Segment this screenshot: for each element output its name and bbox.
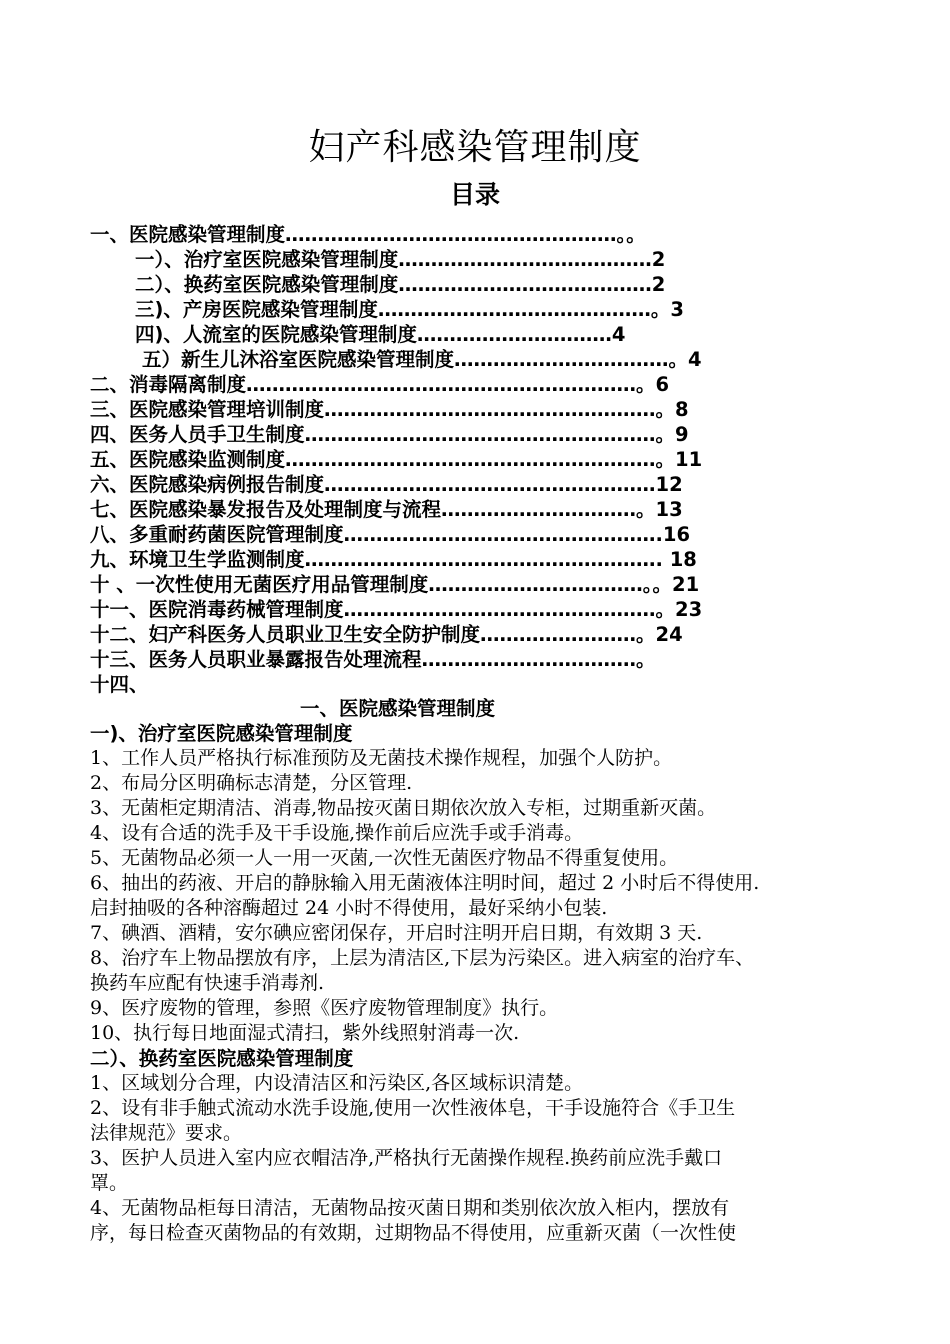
paragraph-line: 3、医护人员进入室内应衣帽洁净,严格执行无菌操作规程.换药前应洗手戴口 [90,1147,723,1169]
paragraph [90,1196,880,1246]
toc-entry: 十一、医院消毒药械管理制度…………………………………………。23 [90,598,703,621]
table-of-contents [90,222,890,697]
paragraph-line: 换药车应配有快速手消毒剂. [90,972,325,994]
paragraph [90,821,880,846]
toc-entry: 二）、换药室医院感染管理制度…………………………………2 [135,273,666,296]
paragraph-line: 2、布局分区明确标志清楚，分区管理. [90,772,413,794]
toc-entry: 四)、人流室的医院感染管理制度…………………………4 [135,323,626,346]
paragraph-line: 9、医疗废物的管理，参照《医疗废物管理制度》执行。 [90,997,559,1019]
document-body [90,696,880,1246]
toc-entry: 二、消毒隔离制度……………………………………………………。6 [90,373,670,396]
toc-entry: 九、环境卫生学监测制度………………………………………………. 18 [90,548,697,571]
toc-entry: 四、医务人员手卫生制度………………………………………………。9 [90,423,689,446]
toc-entry: 五）新生儿沐浴室医院感染管理制度……………………………。4 [142,348,702,371]
paragraph-line: 罩。 [90,1172,129,1194]
toc-entry: 十四、 [90,673,149,696]
paragraph [90,946,880,996]
toc-entry: 十二、妇产科医务人员职业卫生安全防护制度……………………。24 [90,623,683,646]
paragraph-line: 10、执行每日地面湿式清扫，紫外线照射消毒一次. [90,1022,520,1044]
toc-heading: 目录 [449,180,500,209]
toc-entry: 六、医院感染病例报告制度……………………………………………12 [90,473,683,496]
subsections [90,721,880,1246]
paragraph-line: 4、设有合适的洗手及干手设施,操作前后应洗手或手消毒。 [90,822,584,844]
paragraph-line: 6、抽出的药液、开启的静脉输入用无菌液体注明时间，超过 2 小时后不得使用. [90,872,760,894]
toc-entry: 十三、医务人员职业暴露报告处理流程……………………………。 [90,648,656,671]
paragraph-line: 1、工作人员严格执行标准预防及无菌技术操作规程，加强个人防护。 [90,747,673,769]
paragraph-line: 2、设有非手触式流动水洗手设施,使用一次性液体皂，干手设施符合《手卫生 [90,1097,736,1119]
document-title: 妇产科感染管理制度 [308,127,642,168]
paragraph [90,746,880,771]
paragraph [90,871,880,921]
section-heading: 一、医院感染管理制度 [300,697,496,720]
paragraph [90,796,880,821]
toc-entry: 一）、治疗室医院感染管理制度…………………………………2 [135,248,666,271]
paragraph-line: 7、碘酒、酒精，安尔碘应密闭保存，开启时注明开启日期，有效期 3 天. [90,922,703,944]
toc-entry: 三、医院感染管理培训制度……………………………………………。8 [90,398,689,421]
paragraph [90,921,880,946]
paragraph [90,1146,880,1196]
paragraph-line: 3、无菌柜定期清洁、消毒,物品按灭菌日期依次放入专柜，过期重新灭菌。 [90,797,717,819]
toc-entry: 三)、产房医院感染管理制度……………………………………。3 [135,298,684,321]
paragraph-line: 序，每日检查灭菌物品的有效期，过期物品不得使用，应重新灭菌（一次性使 [90,1222,737,1244]
paragraph-line: 启封抽吸的各种溶酶超过 24 小时不得使用，最好采纳小包装. [90,897,608,919]
paragraph [90,1096,880,1146]
subsection-heading: 二）、换药室医院感染管理制度 [90,1047,354,1070]
subsection-heading: 一)、治疗室医院感染管理制度 [90,722,353,745]
paragraph [90,846,880,871]
paragraph-line: 8、治疗车上物品摆放有序，上层为清洁区,下层为污染区。进入病室的治疗车、 [90,947,755,969]
paragraph-line: 4、无菌物品柜每日清洁，无菌物品按灭菌日期和类别依次放入柜内，摆放有 [90,1197,730,1219]
toc-entry: 七、医院感染暴发报告及处理制度与流程…………………………。13 [90,498,683,521]
paragraph [90,1071,880,1096]
paragraph-line: 1、区域划分合理，内设清洁区和污染区,各区域标识清楚。 [90,1072,584,1094]
toc-entry: 一、医院感染管理制度……………………………………………。。 [90,223,646,246]
toc-entry: 十 、一次性使用无菌医疗用品管理制度……………………………。。21 [90,573,700,596]
paragraph-line: 法律规范》要求。 [90,1122,243,1144]
toc-entry: 八、多重耐药菌医院管理制度………………………………………….16 [90,523,691,546]
paragraph [90,771,880,796]
paragraph [90,996,880,1021]
toc-entry: 五、医院感染监测制度…………………………………………………。11 [90,448,703,471]
paragraph-line: 5、无菌物品必须一人一用一灭菌,一次性无菌医疗物品不得重复使用。 [90,847,679,869]
paragraph [90,1021,880,1046]
